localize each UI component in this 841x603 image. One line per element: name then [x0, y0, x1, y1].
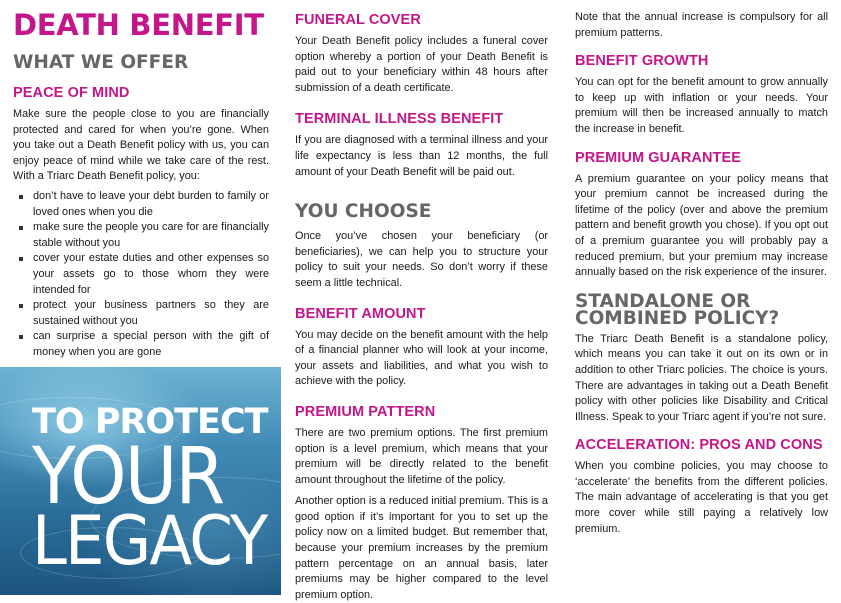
- premium-pattern-text-1: There are two premium options. The first premium option is a level premium, which means that your premium will be directly related to the benefit amount throughout the lifetime of the policy.: [295, 426, 548, 486]
- standalone-heading: [575, 290, 828, 329]
- standalone-text: The Triarc Death Benefit is a standalone policy, which means you can take it out on its own or in addition to other Triarc policies. The choice is yours. There are advantages in taking out a Death Benefit policy with other policies like Disability and Critical Illness. Speak to your Triarc agent if you’re not sure.: [575, 332, 828, 423]
- terminal-illness-heading: TERMINAL ILLNESS BENEFIT: [295, 111, 504, 128]
- you-choose-text: Once you’ve chosen your beneficiary (or beneficiaries), we can help you to structure your policy to suit your needs. So don’t worry if these seem a little technical.: [295, 230, 548, 289]
- list-item: can surprise a special person with the gift of money when you are gone: [13, 329, 269, 360]
- column-right: [575, 0, 828, 537]
- acceleration-heading: ACCELERATION: PROS AND CONS: [575, 437, 823, 454]
- acceleration-text: When you combine policies, you may choose to ‘accelerate’ the benefits from the different policies. The main advantage of accelerating is that you get more cover while still paying a relatively low premium.: [575, 460, 828, 535]
- slogan-line-1: TO PROTECT: [32, 402, 268, 442]
- column-left: [13, 0, 269, 361]
- slogan-line-2: YOUR: [32, 432, 224, 522]
- funeral-cover-text: Your Death Benefit policy includes a funeral cover option whereby a portion of your Death Benefit is paid out to your beneficiary within 48 hours after submission of a death certificate.: [295, 35, 548, 94]
- premium-pattern-text-2: Another option is a reduced initial premium. This is a good option if it’s important for you to set up the policy now on a limited budget. But remember that, because your premium increases by the premium pattern percentage on an annual basis, later premiums may be higher compared to the level premium option.: [295, 495, 548, 601]
- peace-of-mind-heading: PEACE OF MIND: [13, 85, 130, 101]
- benefits-list: [13, 189, 269, 361]
- annual-increase-note: Note that the annual increase is compulsory for all premium patterns.: [575, 11, 828, 39]
- water-image: [0, 367, 281, 595]
- list-item: cover your estate duties and other expenses so your assets go to those whom they were intended for: [13, 251, 269, 298]
- protect-legacy-slogan: [32, 402, 281, 581]
- premium-guarantee-heading: PREMIUM GUARANTEE: [575, 149, 742, 166]
- standalone-heading-line-1: STANDALONE OR: [575, 290, 751, 312]
- list-item: make sure the people you care for are financially stable without you: [13, 220, 269, 251]
- funeral-cover-heading: FUNERAL COVER: [295, 12, 421, 28]
- what-we-offer-heading: WHAT WE OFFER: [13, 52, 189, 73]
- terminal-illness-text: If you are diagnosed with a terminal illness and your life expectancy is less than 12 months, the full amount of your Death Benefit will be paid out.: [295, 134, 548, 178]
- slogan-line-3: LEGACY: [32, 502, 267, 581]
- list-item: don’t have to leave your debt burden to family or loved ones when you die: [13, 189, 269, 220]
- you-choose-heading: YOU CHOOSE: [295, 201, 432, 223]
- benefit-amount-text: You may decide on the benefit amount with the help of a financial planner who will look at your income, your assets and liabilities, and what you wish to achieve with the policy.: [295, 328, 548, 388]
- benefit-growth-heading: BENEFIT GROWTH: [575, 53, 709, 70]
- benefit-amount-heading: BENEFIT AMOUNT: [295, 305, 426, 322]
- premium-guarantee-text: A premium guarantee on your policy means that your premium cannot be increased during the lifetime of the policy (over and above the premium pattern and benefit growth you chose). If you opt out of a premium guarantee you will probably pay a reduced premium, but your premium may increase annually based on the risk experience of the insurer.: [575, 172, 828, 279]
- column-middle: [295, 0, 548, 603]
- peace-of-mind-text: Make sure the people close to you are financially protected and cared for when you’re gone. When you take out a Death Benefit policy with us, you can enjoy peace of mind while we take care of the rest. With a Triarc Death Benefit policy, you:: [13, 108, 269, 183]
- premium-pattern-heading: PREMIUM PATTERN: [295, 403, 436, 420]
- list-item: protect your business partners so they are sustained without you: [13, 298, 269, 329]
- benefit-growth-text: You can opt for the benefit amount to grow annually to keep up with inflation or your needs. Your premium will then be increased annually to match the increase in benefit.: [575, 76, 828, 135]
- page-title: DEATH BENEFIT: [13, 8, 264, 42]
- standalone-heading-line-2: COMBINED POLICY?: [575, 307, 780, 329]
